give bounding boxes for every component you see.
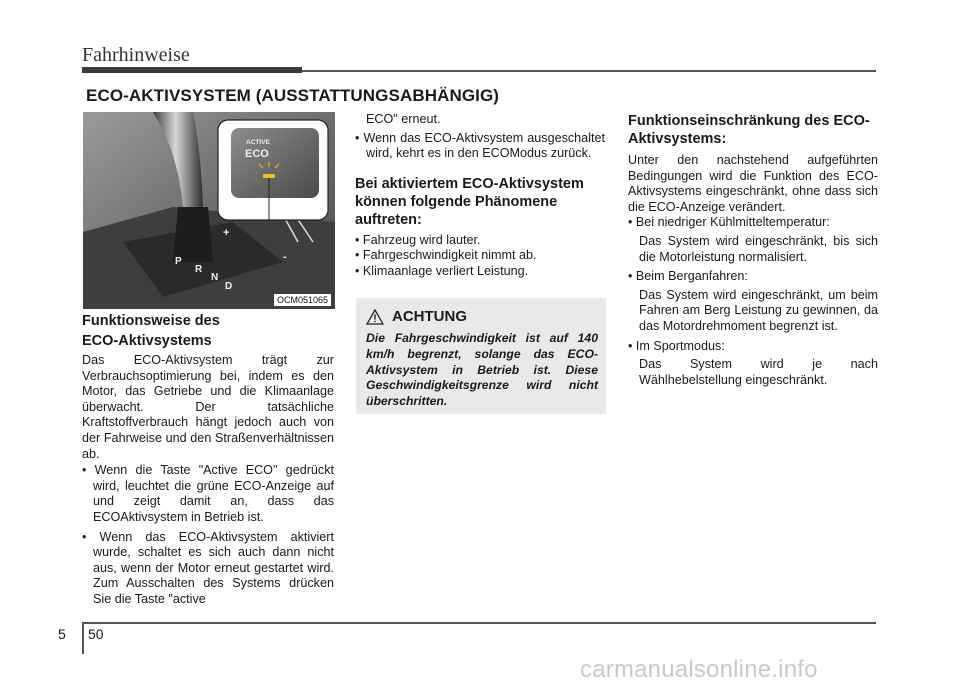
list-item: • Fahrzeug wird lauter. [355, 232, 481, 247]
gear-label-d: D [225, 281, 233, 292]
eco-button-label-top: ACTIVE [246, 139, 270, 146]
warning-title: ACHTUNG [392, 308, 467, 325]
gear-label-plus: + [223, 227, 230, 239]
restriction-text: Das System wird je nach Wählhebelstellung eingeschränkt. [639, 357, 878, 387]
header-title: Fahrhinweise [82, 44, 190, 66]
list-item: • Klimaanlage verliert Leistung. [355, 263, 529, 278]
warning-header [366, 308, 467, 325]
list-item: • Fahrgeschwindigkeit nimmt ab. [355, 248, 537, 263]
column-3 [628, 112, 878, 388]
gear-label-n: N [211, 272, 219, 283]
watermark: carmanualsonline.info [580, 656, 818, 683]
heading-phenomena: Bei aktiviertem ECO-Aktivsystem können folgende Phänomene auftreten: [355, 175, 584, 228]
page-number: 50 [88, 626, 104, 642]
section-title: ECO-AKTIVSYSTEM (AUSSTATTUNGSABHÄNGIG) [86, 86, 500, 105]
phenomena-list [355, 233, 605, 280]
chapter-number: 5 [58, 626, 66, 642]
warning-triangle-icon [366, 309, 384, 325]
restriction-label: • Bei niedriger Kühlmitteltemperatur: [628, 215, 830, 230]
restriction-text: Das System wird eingeschränkt, bis sich die Motorleistung normalisiert. [639, 233, 878, 264]
gear-label-p: P [175, 256, 182, 267]
header-rule [302, 70, 876, 72]
gear-label-minus: - [283, 251, 287, 263]
eco-button-photo [83, 112, 335, 309]
bullet-continuation: ECO" erneut. [366, 112, 441, 126]
paragraph-restrictions: Unter den nachstehend aufgeführten Bedingungen wird die Funktion des ECO-Aktivsystems eingeschränkt, ohne dass sich die ECO-Anzeige verändert. [628, 153, 878, 214]
column-2 [355, 112, 605, 280]
restriction-item [628, 339, 878, 389]
footer-rule [82, 622, 876, 624]
restriction-text: Das System wird eingeschränkt, um beim Fahren am Berg Leistung zu gewinnen, da das Motordrehmoment begrenzt ist. [639, 287, 878, 333]
bullet-button-press: • Wenn die Taste "Active ECO" gedrückt wird, leuchtet die grüne ECO-Anzeige auf und zeigt damit an, dass das ECOAktivsystem in Betrieb ist. [82, 463, 334, 524]
warning-box [356, 298, 606, 414]
restriction-item [628, 269, 878, 334]
header-bar [82, 67, 302, 73]
column-1 [82, 312, 334, 608]
restriction-label: • Beim Berganfahren: [628, 269, 748, 284]
heading-functionality-line1: Funktionsweise des [82, 313, 220, 329]
eco-button-label-main: ECO [245, 148, 269, 160]
restriction-item [628, 215, 878, 265]
bullet-restart: • Wenn das ECO-Aktivsystem aktiviert wurde, schaltet es sich auch dann nicht aus, wenn der Motor erneut gestartet wird. Zum Ausschalten des Systems drücken Sie die Taste "active [82, 529, 334, 606]
paragraph-intro: Das ECO-Aktivsystem trägt zur Verbrauchsoptimierung bei, indem es den Motor, das Getriebe und die Klimaanlage überwacht. Der tatsächliche Kraftstoffverbrauch hängt jedoch auch von der Fahrweise und den Straßenverhältnissen ab. [82, 353, 334, 461]
bullet-switch-off: • Wenn das ECO-Aktivsystem ausgeschaltet wird, kehrt es in den ECOModus zurück. [355, 130, 605, 161]
gear-shift-illustration [83, 112, 335, 309]
heading-functionality-line2: ECO-Aktivsystems [82, 333, 212, 349]
footer-divider [82, 622, 84, 654]
heading-restrictions: Funktionseinschränkung des ECO-Aktivsystems: [628, 113, 870, 147]
restriction-label: • Im Sportmodus: [628, 338, 725, 353]
gear-label-r: R [195, 264, 203, 275]
warning-text: Die Fahrgeschwindigkeit ist auf 140 km/h begrenzt, solange das ECO-Aktivsystem in Betrieb ist. Diese Geschwindigkeitsgrenze wird nicht überschritten. [366, 331, 598, 409]
eco-indicator-led [263, 174, 275, 178]
figure-caption: OCM051065 [274, 294, 331, 306]
